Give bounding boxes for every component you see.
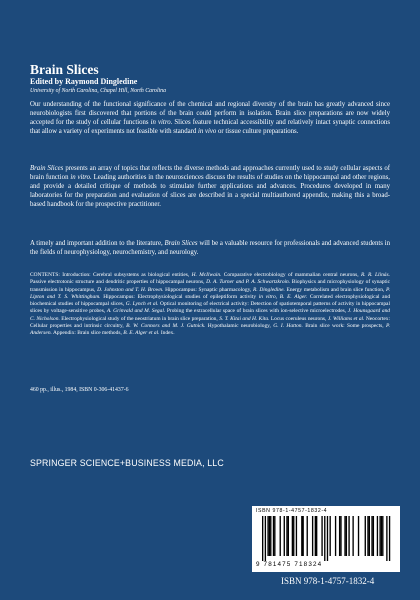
barcode-bar	[274, 516, 275, 556]
para1-text-3: or tissue culture preparations.	[216, 127, 299, 135]
barcode-bar	[327, 516, 328, 561]
barcode-bar	[265, 516, 266, 561]
contents-text: Energy metabolism and brain slice function,	[284, 286, 387, 293]
contents-label: CONTENTS:	[30, 272, 60, 278]
contents-author: G. Lynch et al.	[125, 301, 159, 307]
contents-author: D. A. Turner and P. A. Schwartzkroin.	[206, 279, 291, 286]
barcode-bar	[373, 516, 374, 556]
barcode-bar	[296, 516, 297, 556]
barcode-bar	[379, 516, 380, 556]
barcode-isbn-label: ISBN 978-1-4757-1832-4	[256, 508, 328, 514]
para1-text-2: Slices feature technical accessibility and relatively intact synaptic connections that allow a variety of experiments not feasible with standard	[30, 118, 390, 135]
contents-text: Hypothalamic neurobiology,	[205, 322, 274, 329]
barcode-bar	[307, 516, 308, 556]
barcode-bar	[369, 516, 370, 556]
para1-text-1: Our understanding of the functional significance of the chemical and regional diversity of the brain has greatly advanced since neurobiologists first discovered that portions of the brain could perform in isolation. Brain slice preparations are now widely accepted for the study of cellular functions	[30, 101, 390, 126]
para3-text-2: will be a valuable resource for professionals and advanced students in the fields of neurophysiology, neurochemistry, and neurology.	[30, 240, 390, 256]
barcode-bar	[330, 516, 331, 556]
barcode-bar	[340, 516, 341, 556]
editor-affiliation: University of North Carolina, Chapel Hill, North Carolina	[30, 88, 166, 94]
contents-body	[30, 272, 390, 336]
contents-author: D. Johnston and T. H. Brown.	[97, 286, 164, 293]
barcode-bar	[269, 516, 270, 556]
barcode-bar	[389, 516, 390, 561]
contents-author: R. Dingledine.	[253, 286, 285, 293]
barcode-ean-digits: 9 781475 718324	[256, 561, 323, 568]
barcode-graphic	[256, 516, 396, 562]
contents-text: Optical monitoring of electrical activity: Detection of spatiotemporal patterns of activity in hippocampal slices by voltage-sensitive probes,	[30, 301, 390, 315]
description-paragraph-1	[30, 101, 390, 137]
contents-text: Index.	[159, 330, 175, 336]
barcode-bar	[316, 516, 317, 556]
para2-emphasis-2: in vitro.	[70, 173, 92, 181]
barcode-bar	[280, 516, 281, 556]
contents-list	[30, 272, 390, 337]
contents-author: R. R. Llinás.	[360, 272, 390, 278]
description-paragraph-3	[30, 240, 390, 258]
barcode-bar	[286, 516, 287, 556]
contents-author: B. E. Alger et al.	[123, 330, 160, 336]
barcode-bar	[315, 516, 316, 556]
barcode-bar	[348, 516, 349, 556]
contents-author: S. T. Kitai and H. Kita.	[219, 315, 270, 322]
contents-text: Appendix: Brain slice methods,	[51, 330, 124, 336]
contents-author: J. Hounsgaard and C. Nicholson.	[30, 308, 391, 322]
description-paragraph-2	[30, 165, 390, 210]
barcode-bar	[270, 516, 271, 556]
contents-text: Probing the extracellular space of brain slices with ion-selective microelectrodes,	[165, 308, 348, 315]
barcode-bar	[381, 516, 382, 556]
contents-text: Correlated electrophysiological and biochemical studies of hippocampal slices,	[30, 293, 391, 307]
barcode-bar	[267, 516, 268, 556]
barcode-bar	[371, 516, 372, 556]
barcode-bar	[262, 516, 263, 561]
barcode-panel	[252, 506, 400, 572]
barcode-bar	[312, 516, 313, 556]
barcode-bar	[288, 516, 289, 556]
barcode-bar	[293, 516, 294, 556]
contents-author: B. E. Alger.	[279, 293, 308, 300]
contents-author: J. Williams et al.	[327, 315, 365, 322]
para1-emphasis-1: in vitro.	[150, 118, 173, 126]
barcode-bar	[367, 516, 368, 556]
contents-text: Locus coeruleus neurons,	[269, 315, 328, 322]
publisher-name: SPRINGER SCIENCE+BUSINESS MEDIA, LLC	[30, 458, 224, 468]
contents-author: H. McIlwain.	[191, 272, 222, 278]
contents-author: P. Andersen.	[30, 322, 390, 336]
para2-emphasis-1: Brain Slices	[30, 165, 64, 172]
contents-author: in vitro,	[258, 293, 278, 300]
barcode-bar	[273, 516, 274, 556]
publication-info: 460 pp., illus., 1984, ISBN 0-306-41437-6	[30, 387, 129, 393]
contents-author: A. Grinvald and M. Segal.	[106, 308, 166, 315]
barcode-bar	[301, 516, 302, 556]
book-title: Brain Slices	[30, 62, 99, 77]
barcode-bar	[358, 516, 359, 556]
barcode-bar	[303, 516, 304, 556]
contents-text: Introduction: Cerebral subsystems as biological entities,	[59, 272, 192, 278]
para1-emphasis-2: in vivo	[197, 127, 217, 135]
contents-text: Biophysics and microphysiology of synaptic transmission in hippocampus,	[30, 279, 390, 293]
contents-text: Neocortex: Cellular properties and intrinsic circuitry,	[30, 315, 391, 329]
para3-text-1: A timely and important addition to the literature,	[30, 240, 165, 247]
para2-text-1: presents an array of topics that reflects the diverse methods and approaches currently used to study cellular aspects of brain function	[30, 165, 390, 181]
contents-text: Passive electrotonic structure and dendritic properties of hippocampal neurons,	[30, 279, 207, 286]
barcode-bar	[346, 516, 347, 556]
barcode-bar	[335, 516, 336, 556]
contents-text: Brain slice work: Some prospects,	[302, 322, 387, 329]
barcode-bar	[324, 516, 325, 561]
barcode-bar	[386, 516, 387, 561]
barcode-bar	[339, 516, 340, 556]
contents-text: Comparative electrobiology of mammalian central neurons,	[221, 272, 361, 278]
contents-text: Hippocampus: Synaptic pharmacology,	[163, 286, 253, 293]
contents-author: G. I. Hatton.	[273, 322, 303, 329]
barcode-bar	[382, 516, 383, 556]
barcode-bar	[292, 516, 293, 556]
barcode-bar	[377, 516, 378, 556]
para3-emphasis-1: Brain Slices	[164, 240, 198, 247]
barcode-bar	[321, 516, 322, 556]
barcode-bar	[365, 516, 366, 556]
para2-text-2: Leading authorities in the neurosciences discuss the results of studies on the hippocampal and other regions, and provide a detailed critique of methods to stimulate further applications and advances. Procedures developed in many laboratories for the preparation and evaluation of slices are described in a special multiauthored appendix, making this a broad-based handbook for the prospective practitioner.	[30, 173, 391, 208]
contents-author: P. Lipton and T. S. Whittingham.	[30, 286, 390, 300]
editor-line: Edited by Raymond Dingledine	[30, 77, 138, 86]
contents-text: Electrophysiological study of the neostriatum in brain slice preparation,	[59, 315, 220, 322]
contents-author: B. W. Connors and M. J. Gutnick.	[126, 322, 206, 329]
barcode-bar	[352, 516, 353, 556]
isbn-text: ISBN 978-1-4757-1832-4	[281, 576, 375, 586]
barcode-bar	[344, 516, 345, 556]
barcode-bar	[284, 516, 285, 556]
contents-text: Hippocampus: Electrophysiological studies of epileptiform activity	[100, 293, 259, 300]
